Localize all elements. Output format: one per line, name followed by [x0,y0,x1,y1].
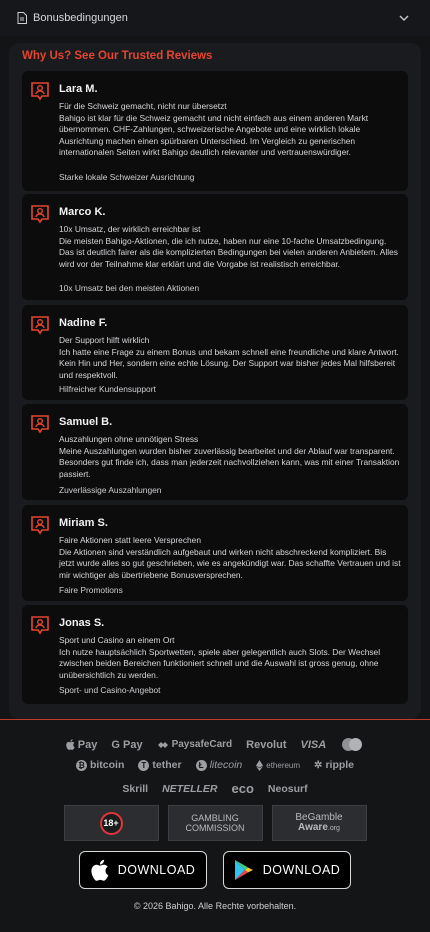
tether-logo [138,759,181,771]
neteller-logo [162,783,217,795]
footer [0,720,430,932]
ethereum-icon [256,760,263,771]
neosurf-label: Neosurf [267,782,308,795]
mastercard-icon [340,737,364,752]
review-text: Die meisten Bahigo-Aktionen, die ich nutze, haben nur eine 10-fache Umsatzbedingung. Das ist deutlich fairer als die komplizierten Bedingungen bei vielen anderen Anbietern. Alles wird vor der Teilnahme klar erklärt und die Vorgabe ist realistisch erreichbar. [59,235,398,269]
visa-label: VISA [300,738,327,751]
review-body [59,335,402,381]
google-pay-label: G Pay [111,738,143,751]
bonus-terms-accordion[interactable] [0,0,430,36]
review-body [59,101,402,159]
ios-download-label: DOWNLOAD [117,863,196,877]
wallet-logos-row [0,781,430,796]
apple-pay-logo [66,739,98,751]
review-body [59,434,402,480]
skrill-label: Skrill [122,782,149,795]
review-tag: Zuverlässige Auszahlungen [59,485,162,495]
review-body [59,535,402,581]
reviewer-name: Jonas S. [59,617,105,629]
reviewer-icon [30,81,50,101]
apple-icon [66,739,75,750]
document-icon [17,12,27,24]
paysafecard-icon [157,740,169,750]
review-text: Meine Auszahlungen wurden bisher zuverlässig bearbeitet und der Ablauf war transparent. Besonders gut finde ich, dass man jederzeit nachvollziehen kann, was mit einer Transaktion passiert. [59,445,400,479]
responsible-gaming-badges [0,805,430,841]
paysafecard-label: PaysafeCard [171,739,233,750]
ios-download-button[interactable] [79,851,207,889]
reviewer-icon [30,615,50,635]
review-card [22,305,408,400]
bitcoin-icon: ₿ [76,760,87,771]
review-headline: Auszahlungen ohne unnötigen Stress [59,434,199,444]
review-card [22,404,408,500]
age-18-icon: 18+ [100,812,123,835]
app-downloads [0,851,430,889]
eco-label: eco [231,781,254,796]
tether-icon: T [138,760,149,771]
review-tag: Starke lokale Schweizer Ausrichtung [59,172,195,182]
ethereum-logo [256,760,300,771]
review-body [59,224,402,270]
review-tag: 10x Umsatz bei den meisten Aktionen [59,283,200,293]
review-tag: Faire Promotions [59,585,123,595]
ripple-label: ripple [325,759,355,771]
gambling-commission-label: GAMBLING COMMISSION [185,813,245,833]
android-download-label: DOWNLOAD [262,863,341,877]
revolut-label: Revolut [246,738,287,751]
google-play-icon [234,859,254,881]
review-headline: Faire Aktionen statt leere Versprechen [59,535,201,545]
google-pay-logo [111,739,142,751]
reviewer-icon [30,204,50,224]
mastercard-logo [340,737,364,752]
review-text: Ich nutze hauptsächlich Sportwetten, spiele aber gelegentlich auch Slots. Der Wechsel zwischen beiden Bereichen funktioniert schnell und die Auswahl ist gross genug, ohne unübersichtlich zu werden. [59,646,381,680]
review-card [22,505,408,601]
aware-label: Aware [298,821,328,833]
reviewer-name: Lara M. [59,83,98,95]
ecopayz-logo [232,781,254,796]
accordion-title: Bonusbedingungen [33,12,128,24]
review-headline: Der Support hilft wirklich [59,335,150,345]
gambling-commission-badge[interactable] [168,805,263,841]
paysafecard-logo [157,739,233,750]
review-tag: Sport- und Casino-Angebot [59,685,161,695]
litecoin-label: litecoin [209,759,243,771]
android-download-button[interactable] [223,851,351,889]
begamble-label: BeGamble [295,811,343,823]
review-card [22,194,408,300]
litecoin-icon: Ł [196,760,207,771]
reviewer-name: Marco K. [59,206,106,218]
review-headline: Sport und Casino an einem Ort [59,635,175,645]
review-text: Ich hatte eine Frage zu einem Bonus und bekam schnell eine freundliche und klare Antwort. Kein Hin und Her, sondern eine echte Lösung. Der Support war bisher jedes Mal hilfsbereit und respektvoll. [59,346,399,380]
neosurf-logo [268,783,308,795]
org-label: .org [327,824,340,832]
review-card [22,605,408,704]
ripple-logo [314,759,354,771]
copyright: © 2026 Bahigo. Alle Rechte vorbehalten. [133,901,297,911]
payment-logos-row [0,737,430,752]
bitcoin-label: bitcoin [89,759,125,771]
crypto-logos-row [0,759,430,771]
ripple-icon: ✲ [314,759,323,771]
neteller-label: NETELLER [162,782,218,795]
apple-pay-label: Pay [77,738,98,751]
review-headline: Für die Schweiz gemacht, nicht nur übersetzt [59,101,227,111]
reviewer-name: Samuel B. [59,416,113,428]
review-text: Die Aktionen sind verständlich aufgebaut und wirken nicht abschreckend kompliziert. Bis jetzt wurde alles so gut geschrieben, wie es angekündigt war. Das schaffte Vertrauen und ist mir wichtiger als übertriebene Bonusversprechen. [59,546,401,580]
review-tag: Hilfreicher Kundensupport [59,384,156,394]
litecoin-logo [196,759,243,771]
review-headline: 10x Umsatz, der wirklich erreichbar ist [59,224,201,234]
review-card [22,71,408,191]
reviewer-icon [30,315,50,335]
reviewer-name: Nadine F. [59,317,108,329]
chevron-down-icon[interactable] [398,12,410,24]
ethereum-label: ethereum [266,760,301,770]
revolut-logo [246,739,286,751]
tether-label: tether [152,759,182,771]
review-body [59,635,402,681]
bitcoin-logo [76,759,124,771]
reviewer-name: Miriam S. [59,517,108,529]
skrill-logo [122,783,148,795]
section-title: Why Us? See Our Trusted Reviews [22,50,213,62]
age-restriction-badge[interactable] [64,805,159,841]
begambleaware-badge[interactable] [272,805,367,841]
visa-logo [301,739,327,751]
apple-icon [91,859,109,881]
review-text: Bahigo ist klar für die Schweiz gemacht und nicht einfach aus einem anderen Markt übernommen. CHF-Zahlungen, schweizerische Angebote und eine wirklich lokale Ausrichtung machen einen spürbaren Unterschied. Im Vergleich zu generischen internationalen Seiten wirkt Bahigo deutlich relevanter und vertrauenswürdiger. [59,112,369,157]
reviewer-icon [30,515,50,535]
reviewer-icon [30,414,50,434]
